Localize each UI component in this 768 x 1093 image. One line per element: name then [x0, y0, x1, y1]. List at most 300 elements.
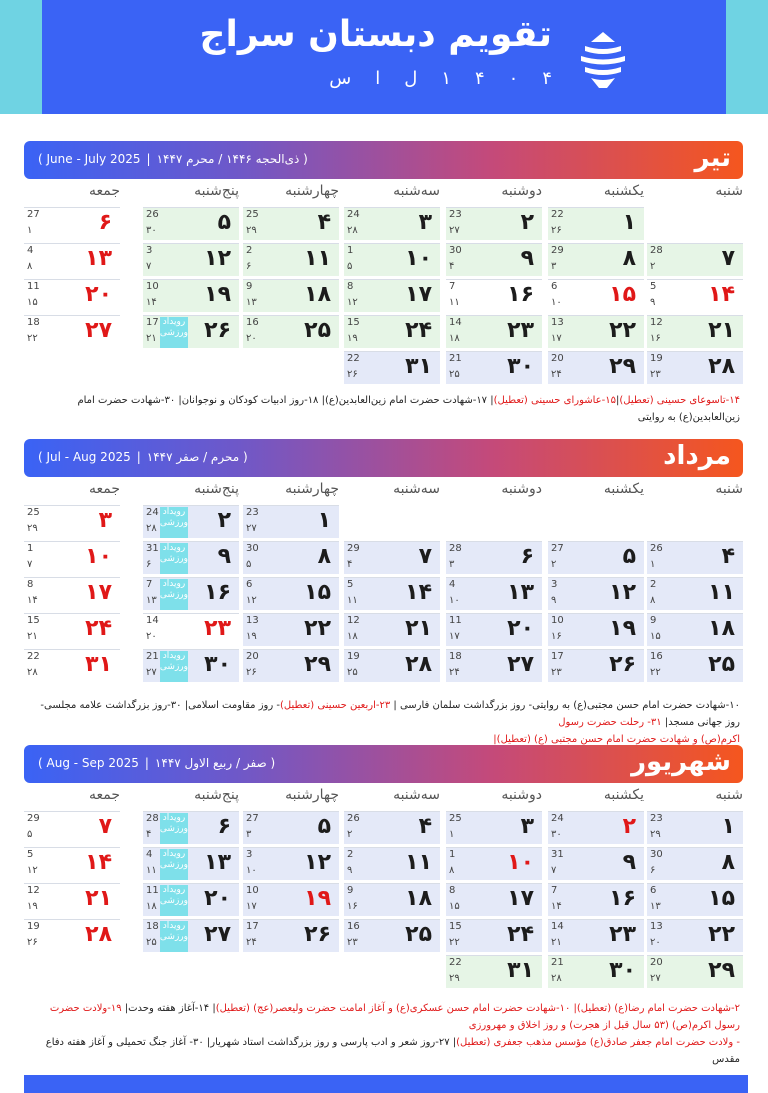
day-cell[interactable] — [647, 351, 743, 384]
hijri-day-number: ۲۳ — [650, 369, 661, 380]
hijri-day-number: ۵ — [27, 829, 33, 840]
persian-day-number: ۱۶ — [507, 282, 534, 307]
day-cell[interactable] — [647, 541, 743, 574]
persian-day-number: ۴ — [418, 814, 432, 839]
day-cell[interactable] — [647, 577, 743, 610]
gregorian-day-number: 1 — [347, 245, 354, 256]
persian-day-number: ۳۱ — [507, 958, 534, 983]
day-cell[interactable] — [143, 613, 239, 646]
hijri-day-number: ۹ — [347, 865, 353, 876]
gregorian-day-number: 11 — [27, 281, 40, 292]
day-cell[interactable] — [446, 351, 542, 384]
hijri-day-number: ۸ — [650, 595, 656, 606]
hijri-range: صفر / ربیع الاول ۱۴۴۷ — [154, 756, 267, 770]
hijri-day-number: ۱۱ — [347, 595, 358, 606]
hijri-day-number: ۴ — [347, 559, 353, 570]
day-cell[interactable] — [344, 811, 440, 844]
hijri-day-number: ۱۸ — [347, 631, 358, 642]
gregorian-day-number: 5 — [27, 849, 34, 860]
hijri-day-number: ۲۵ — [347, 667, 358, 678]
occasion-text: ۲-شهادت حضرت امام رضا(ع) (تعطیل)| ۱۰-شهادت حضرت امام حسن عسکری(ع) و آغاز امامت حضرت ولیعصر(عج) (تعطیل) — [215, 1003, 740, 1014]
persian-day-number: ۱۸ — [405, 886, 432, 911]
day-cell[interactable] — [446, 649, 542, 682]
gregorian-day-number: 22 — [449, 957, 462, 968]
day-cell[interactable] — [243, 577, 339, 610]
day-cell[interactable] — [243, 847, 339, 880]
occasion-text: ۲۳-اربعین حسینی (تعطیل) — [279, 700, 391, 711]
persian-day-number: ۱۳ — [85, 246, 112, 271]
day-cell[interactable] — [647, 955, 743, 988]
day-cell[interactable] — [24, 541, 120, 574]
day-cell[interactable] — [548, 847, 644, 880]
occasion-text: | ۱۷-شهادت حضرت امام زین‌العابدین(ع)| ۱۸-روز ادبیات کودکان و نوجوانان| ۳۰-شهادت حضرت امام زین‌العابدین(ع) به روایتی — [77, 395, 740, 423]
persian-day-number: ۱۹ — [609, 616, 636, 641]
hijri-day-number: ۱۲ — [246, 595, 257, 606]
day-cell[interactable] — [24, 649, 120, 682]
hijri-day-number: ۲۷ — [650, 973, 661, 984]
day-cell[interactable] — [243, 613, 339, 646]
day-cell[interactable] — [344, 613, 440, 646]
day-cell[interactable] — [143, 847, 239, 880]
hijri-day-number: ۱۸ — [449, 333, 460, 344]
day-cell[interactable] — [647, 847, 743, 880]
day-cell[interactable] — [647, 649, 743, 682]
persian-day-number: ۱۷ — [507, 886, 534, 911]
persian-day-number: ۱۴ — [708, 282, 735, 307]
hijri-day-number: ۲۵ — [449, 369, 460, 380]
gregorian-day-number: 19 — [347, 651, 360, 662]
gregorian-day-number: 11 — [146, 885, 159, 896]
year-digit: ۴ — [542, 68, 552, 89]
header-banner — [42, 0, 726, 114]
day-cell[interactable] — [548, 577, 644, 610]
day-cell[interactable] — [344, 243, 440, 276]
day-cell[interactable] — [446, 577, 542, 610]
gregorian-day-number: 14 — [449, 317, 462, 328]
day-cell[interactable] — [143, 811, 239, 844]
footer-band — [24, 1075, 748, 1093]
persian-day-number: ۱۸ — [708, 616, 735, 641]
gregorian-range: Jul - Aug 2025 — [46, 450, 131, 464]
day-cell[interactable] — [446, 847, 542, 880]
hijri-day-number: ۶ — [650, 865, 656, 876]
day-cell[interactable] — [243, 649, 339, 682]
gregorian-day-number: 27 — [246, 813, 259, 824]
month-occasions-notes — [28, 1000, 740, 1068]
persian-day-number: ۸ — [721, 850, 735, 875]
hijri-day-number: ۹ — [551, 595, 557, 606]
hijri-day-number: ۱۳ — [146, 595, 157, 606]
weekday-label: چهارشنبه — [285, 787, 339, 803]
persian-day-number: ۴ — [721, 544, 735, 569]
gregorian-range: June - July 2025 — [46, 152, 141, 166]
persian-day-number: ۱۳ — [204, 850, 231, 875]
day-cell[interactable] — [548, 613, 644, 646]
hijri-range: ذی‌الحجه ۱۴۴۶ / محرم ۱۴۴۷ — [156, 152, 300, 166]
day-cell[interactable] — [24, 207, 120, 240]
day-cell[interactable] — [446, 613, 542, 646]
gregorian-day-number: 20 — [650, 957, 663, 968]
gregorian-day-number: 26 — [650, 543, 663, 554]
gregorian-day-number: 6 — [650, 885, 657, 896]
hijri-day-number: ۱ — [27, 225, 33, 236]
month-name: تیر — [694, 143, 731, 173]
hijri-day-number: ۲۶ — [27, 937, 38, 948]
day-cell[interactable] — [446, 811, 542, 844]
persian-day-number: ۱۳ — [507, 580, 534, 605]
persian-day-number: ۱۶ — [609, 886, 636, 911]
weekday-label: سه‌شنبه — [393, 481, 440, 497]
weekday-label: شنبه — [715, 787, 743, 803]
month-name: شهریور — [631, 747, 731, 777]
hijri-day-number: ۲۲ — [650, 667, 661, 678]
persian-day-number: ۳۰ — [507, 354, 534, 379]
day-cell[interactable] — [243, 883, 339, 916]
weekday-label: جمعه — [88, 787, 120, 803]
day-cell[interactable] — [24, 613, 120, 646]
day-cell[interactable] — [548, 207, 644, 240]
day-cell[interactable] — [24, 577, 120, 610]
persian-day-number: ۲۰ — [85, 282, 112, 307]
occasion-text: ۱۵-عاشورای حسینی (تعطیل) — [493, 395, 617, 406]
day-cell[interactable] — [446, 883, 542, 916]
day-cell[interactable] — [143, 577, 239, 610]
day-cell[interactable] — [344, 351, 440, 384]
month-header — [24, 141, 743, 179]
day-cell[interactable] — [446, 243, 542, 276]
gregorian-day-number: 19 — [27, 921, 40, 932]
hijri-day-number: ۲۲ — [449, 937, 460, 948]
gregorian-day-number: 15 — [27, 615, 40, 626]
gregorian-day-number: 30 — [449, 245, 462, 256]
day-cell[interactable] — [548, 315, 644, 348]
persian-day-number: ۱۲ — [304, 850, 331, 875]
day-cell[interactable] — [548, 351, 644, 384]
day-cell[interactable] — [143, 541, 239, 574]
gregorian-day-number: 26 — [347, 813, 360, 824]
hijri-day-number: ۲۳ — [347, 937, 358, 948]
hijri-day-number: ۲۸ — [347, 225, 358, 236]
persian-day-number: ۳ — [98, 508, 112, 533]
day-cell[interactable] — [647, 279, 743, 312]
gregorian-day-number: 28 — [650, 245, 663, 256]
gregorian-day-number: 4 — [449, 579, 456, 590]
gregorian-day-number: 15 — [449, 921, 462, 932]
gregorian-day-number: 29 — [347, 543, 360, 554]
gregorian-range: Aug - Sep 2025 — [46, 756, 139, 770]
persian-day-number: ۲۳ — [507, 318, 534, 343]
persian-day-number: ۱۰ — [85, 544, 112, 569]
year-digit: ۴ — [474, 68, 485, 89]
persian-day-number: ۲۲ — [609, 318, 636, 343]
day-cell[interactable] — [647, 315, 743, 348]
persian-day-number: ۵ — [317, 814, 331, 839]
separator: | — [136, 450, 141, 464]
day-cell[interactable] — [24, 883, 120, 916]
weekday-label: چهارشنبه — [285, 481, 339, 497]
hijri-day-number: ۱۹ — [246, 631, 257, 642]
hijri-day-number: ۲ — [551, 559, 557, 570]
hijri-day-number: ۲۸ — [146, 523, 157, 534]
persian-day-number: ۳۰ — [204, 652, 231, 677]
hijri-day-number: ۲ — [650, 261, 656, 272]
day-cell[interactable] — [143, 207, 239, 240]
gregorian-day-number: 5 — [347, 579, 354, 590]
hijri-day-number: ۲۷ — [449, 225, 460, 236]
day-cell[interactable] — [548, 919, 644, 952]
persian-day-number: ۲۷ — [204, 922, 231, 947]
month-occasions-notes — [28, 697, 740, 748]
gregorian-day-number: 13 — [246, 615, 259, 626]
gregorian-day-number: 25 — [449, 813, 462, 824]
persian-day-number: ۲۵ — [304, 318, 331, 343]
gregorian-day-number: 21 — [146, 651, 159, 662]
persian-day-number: ۷ — [418, 544, 432, 569]
gregorian-day-number: 19 — [650, 353, 663, 364]
gregorian-day-number: 20 — [551, 353, 564, 364]
hijri-day-number: ۱۳ — [650, 901, 661, 912]
gregorian-day-number: 14 — [146, 615, 159, 626]
notes-line — [28, 697, 740, 731]
hijri-day-number: ۵ — [246, 559, 252, 570]
persian-day-number: ۱۷ — [405, 282, 432, 307]
hijri-day-number: ۱۵ — [449, 901, 460, 912]
month-subtitle: ( Aug - Sep 2025 | صفر / ربیع الاول ۱۴۴۷ ) — [38, 756, 276, 770]
sports-event-tag: رویداد ورزشی — [160, 849, 188, 880]
day-cell[interactable] — [143, 919, 239, 952]
sports-event-tag: رویداد ورزشی — [160, 317, 188, 348]
persian-day-number: ۱۰ — [507, 850, 534, 875]
hijri-day-number: ۱۶ — [551, 631, 562, 642]
gregorian-day-number: 7 — [551, 885, 558, 896]
gregorian-day-number: 9 — [650, 615, 657, 626]
hijri-day-number: ۲۰ — [146, 631, 157, 642]
day-cell[interactable] — [143, 315, 239, 348]
hijri-day-number: ۲۷ — [146, 667, 157, 678]
day-cell[interactable] — [143, 505, 239, 538]
hijri-day-number: ۲۲ — [27, 333, 38, 344]
day-cell[interactable] — [243, 541, 339, 574]
hijri-day-number: ۱۷ — [449, 631, 460, 642]
year-digit: س — [329, 68, 352, 89]
day-cell[interactable] — [344, 315, 440, 348]
weekday-label: شنبه — [715, 183, 743, 199]
hijri-day-number: ۱۴ — [551, 901, 562, 912]
gregorian-day-number: 1 — [27, 543, 34, 554]
gregorian-day-number: 24 — [551, 813, 564, 824]
occasion-text: - روز مقاومت اسلامی| ۳۰-روز بزرگداشت علامه مجلسی- روز جهانی مسجد| — [40, 700, 740, 728]
day-cell[interactable] — [243, 505, 339, 538]
day-cell[interactable] — [24, 279, 120, 312]
persian-day-number: ۲۷ — [507, 652, 534, 677]
persian-day-number: ۲۷ — [85, 318, 112, 343]
hijri-day-number: ۱۲ — [27, 865, 38, 876]
day-cell[interactable] — [647, 919, 743, 952]
day-cell[interactable] — [344, 279, 440, 312]
hijri-day-number: ۱۹ — [347, 333, 358, 344]
day-cell[interactable] — [446, 955, 542, 988]
persian-day-number: ۲۵ — [708, 652, 735, 677]
day-cell[interactable] — [344, 649, 440, 682]
gregorian-day-number: 9 — [347, 885, 354, 896]
day-cell[interactable] — [548, 883, 644, 916]
gregorian-day-number: 28 — [449, 543, 462, 554]
day-cell[interactable] — [243, 243, 339, 276]
persian-day-number: ۲۹ — [304, 652, 331, 677]
hijri-day-number: ۸ — [449, 865, 455, 876]
day-cell[interactable] — [344, 577, 440, 610]
gregorian-day-number: 12 — [27, 885, 40, 896]
persian-day-number: ۲۲ — [304, 616, 331, 641]
gregorian-day-number: 17 — [551, 651, 564, 662]
gregorian-day-number: 18 — [27, 317, 40, 328]
hijri-day-number: ۷ — [27, 559, 33, 570]
day-cell[interactable] — [243, 315, 339, 348]
hijri-day-number: ۷ — [551, 865, 557, 876]
persian-day-number: ۱۸ — [304, 282, 331, 307]
persian-day-number: ۹ — [520, 246, 534, 271]
day-cell[interactable] — [446, 541, 542, 574]
day-cell[interactable] — [344, 919, 440, 952]
gregorian-day-number: 13 — [650, 921, 663, 932]
day-cell[interactable] — [647, 243, 743, 276]
hijri-day-number: ۳ — [551, 261, 557, 272]
day-cell[interactable] — [446, 919, 542, 952]
hijri-day-number: ۲۰ — [650, 937, 661, 948]
hijri-day-number: ۱ — [650, 559, 656, 570]
weekday-label: دوشنبه — [501, 183, 542, 199]
day-cell[interactable] — [446, 207, 542, 240]
persian-day-number: ۱۱ — [405, 850, 432, 875]
month-name: مرداد — [663, 441, 731, 471]
persian-day-number: ۲۹ — [609, 354, 636, 379]
weekday-label: سه‌شنبه — [393, 183, 440, 199]
occasion-text: | — [616, 395, 620, 406]
hijri-day-number: ۳۰ — [146, 225, 157, 236]
gregorian-day-number: 3 — [146, 245, 153, 256]
day-cell[interactable] — [24, 315, 120, 348]
persian-day-number: ۲ — [520, 210, 534, 235]
hijri-day-number: ۵ — [347, 261, 353, 272]
persian-day-number: ۷ — [721, 246, 735, 271]
occasion-text: | ۲۷-روز شعر و ادب پارسی و روز بزرگداشت استاد شهریار| ۳۰- آغاز جنگ تحمیلی و آغاز هفته دفاع مقدس — [45, 1037, 740, 1065]
persian-day-number: ۲۳ — [204, 616, 231, 641]
hijri-day-number: ۱۰ — [449, 595, 460, 606]
hijri-day-number: ۲۹ — [27, 523, 38, 534]
persian-day-number: ۲۰ — [204, 886, 231, 911]
day-cell[interactable] — [446, 315, 542, 348]
day-cell[interactable] — [548, 279, 644, 312]
hijri-day-number: ۱۴ — [146, 297, 157, 308]
day-cell[interactable] — [24, 505, 120, 538]
day-cell[interactable] — [143, 883, 239, 916]
gregorian-day-number: 24 — [347, 209, 360, 220]
persian-day-number: ۱۹ — [204, 282, 231, 307]
hijri-day-number: ۱۸ — [146, 901, 157, 912]
day-cell[interactable] — [446, 279, 542, 312]
hijri-day-number: ۱۰ — [551, 297, 562, 308]
occasion-text: اکرم(ص) و شهادت حضرت امام حسن مجتبی (ع) (تعطیل)| — [493, 734, 740, 745]
persian-day-number: ۳ — [520, 814, 534, 839]
persian-day-number: ۸ — [622, 246, 636, 271]
persian-day-number: ۵ — [217, 210, 231, 235]
hijri-day-number: ۲۱ — [551, 937, 562, 948]
persian-day-number: ۹ — [217, 544, 231, 569]
gregorian-day-number: 10 — [551, 615, 564, 626]
persian-day-number: ۲۴ — [85, 616, 112, 641]
day-cell[interactable] — [24, 919, 120, 952]
month-header — [24, 439, 743, 477]
gregorian-day-number: 9 — [246, 281, 253, 292]
gregorian-day-number: 26 — [146, 209, 159, 220]
persian-day-number: ۶ — [98, 210, 112, 235]
day-cell[interactable] — [647, 811, 743, 844]
month-subtitle: ( June - July 2025 | ذی‌الحجه ۱۴۴۶ / محرم ۱۴۴۷ ) — [38, 152, 308, 166]
gregorian-day-number: 22 — [551, 209, 564, 220]
persian-day-number: ۲۱ — [405, 616, 432, 641]
day-cell[interactable] — [647, 613, 743, 646]
gregorian-day-number: 7 — [146, 579, 153, 590]
day-cell[interactable] — [548, 649, 644, 682]
hijri-day-number: ۲۱ — [27, 631, 38, 642]
persian-day-number: ۹ — [622, 850, 636, 875]
day-cell[interactable] — [243, 811, 339, 844]
day-cell[interactable] — [344, 883, 440, 916]
occasion-text: ۱۰-شهادت حضرت امام حسن مجتبی(ع) به روایتی- روز بزرگداشت سلمان فارسی | — [390, 700, 740, 711]
day-cell[interactable] — [548, 955, 644, 988]
gregorian-day-number: 14 — [551, 921, 564, 932]
day-cell[interactable] — [647, 883, 743, 916]
gregorian-day-number: 23 — [650, 813, 663, 824]
notes-line — [28, 1000, 740, 1034]
day-cell[interactable] — [24, 847, 120, 880]
weekday-label: جمعه — [88, 183, 120, 199]
day-cell[interactable] — [548, 541, 644, 574]
day-cell[interactable] — [243, 919, 339, 952]
day-cell[interactable] — [548, 811, 644, 844]
sports-event-tag: رویداد ورزشی — [160, 579, 188, 610]
separator: | — [146, 152, 151, 166]
persian-day-number: ۱۷ — [85, 580, 112, 605]
hijri-day-number: ۱۱ — [146, 865, 157, 876]
persian-day-number: ۱۶ — [204, 580, 231, 605]
persian-day-number: ۲۸ — [708, 354, 735, 379]
day-cell[interactable] — [344, 541, 440, 574]
gregorian-day-number: 23 — [246, 507, 259, 518]
hijri-day-number: ۲۵ — [146, 937, 157, 948]
day-cell[interactable] — [24, 811, 120, 844]
day-cell[interactable] — [243, 207, 339, 240]
gregorian-day-number: 16 — [246, 317, 259, 328]
year-digit: ۱ — [441, 68, 451, 89]
occasion-text: | ۱۴-آغاز هفته وحدت| — [121, 1003, 216, 1014]
day-cell[interactable] — [24, 243, 120, 276]
day-cell[interactable] — [344, 847, 440, 880]
gregorian-day-number: 20 — [246, 651, 259, 662]
day-cell[interactable] — [143, 279, 239, 312]
persian-day-number: ۲۴ — [405, 318, 432, 343]
day-cell[interactable] — [548, 243, 644, 276]
hijri-day-number: ۸ — [27, 261, 33, 272]
day-cell[interactable] — [143, 243, 239, 276]
notes-line — [28, 392, 740, 426]
occasion-text: ۱۴-تاسوعای حسینی (تعطیل) — [619, 395, 740, 406]
day-cell[interactable] — [243, 279, 339, 312]
day-cell[interactable] — [344, 207, 440, 240]
hijri-day-number: ۲۶ — [246, 667, 257, 678]
hijri-day-number: ۲۴ — [246, 937, 257, 948]
day-cell[interactable] — [143, 649, 239, 682]
